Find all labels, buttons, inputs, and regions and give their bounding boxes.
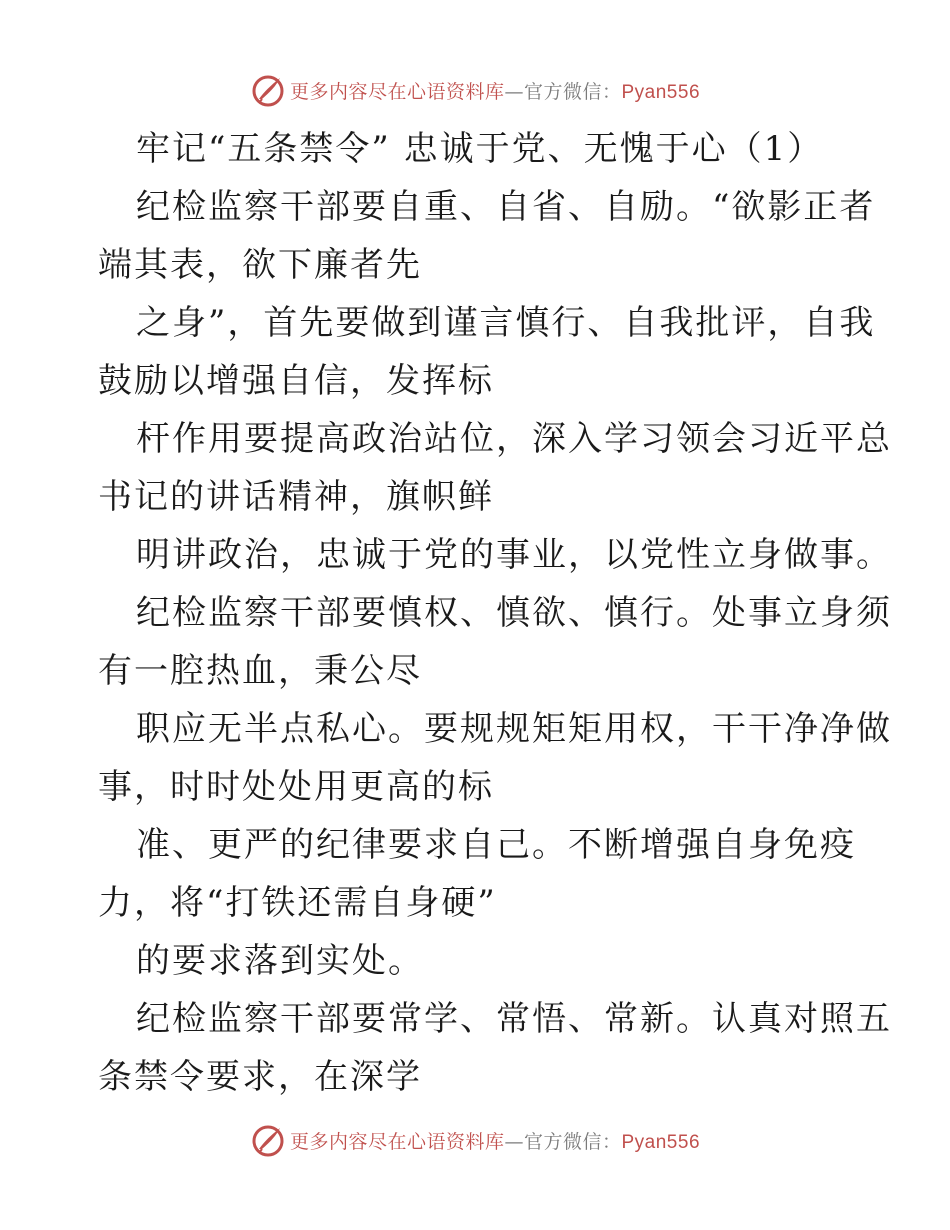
text-line: 的要求落到实处。 (136, 941, 424, 981)
text-line: 纪检监察干部要慎权、慎欲、慎行。处事立身须 (136, 593, 892, 633)
document-body (98, 120, 892, 1106)
quill-logo-icon (250, 1122, 286, 1158)
text-line: 条禁令要求，在深学 (98, 1057, 422, 1097)
document-title: 牢记“五条禁令” 忠诚于党、无愧于心（1） (136, 129, 824, 169)
text-line: 纪检监察干部要常学、常悟、常新。认真对照五 (136, 999, 892, 1039)
text-line: 有一腔热血，秉公尽 (98, 651, 422, 691)
paragraph-lines (98, 178, 892, 1106)
text-line: 杆作用要提高政治站位，深入学习领会习近平总 (136, 419, 892, 459)
text-line: 事，时时处处用更高的标 (98, 767, 494, 807)
banner-text: 更多内容尽在心语资料库—官方微信：Pyan556 (289, 80, 701, 103)
text-line: 书记的讲话精神，旗帜鲜 (98, 477, 494, 517)
text-line: 准、更严的纪律要求自己。不断增强自身免疫 (136, 825, 856, 865)
text-line: 力，将“打铁还需自身硬” (98, 883, 497, 923)
footer-banner (0, 1120, 950, 1160)
banner-text: 更多内容尽在心语资料库—官方微信：Pyan556 (289, 1130, 701, 1153)
text-line: 纪检监察干部要自重、自省、自励。“欲影正者 (136, 187, 876, 227)
text-line: 职应无半点私心。要规规矩矩用权，干干净净做 (136, 709, 892, 749)
text-line: 明讲政治，忠诚于党的事业，以党性立身做事。 (136, 535, 892, 575)
text-line: 之身”，首先要做到谨言慎行、自我批评，自我 (136, 303, 876, 343)
quill-logo-icon (250, 72, 286, 108)
header-banner (0, 70, 950, 110)
text-line: 端其表，欲下廉者先 (98, 245, 422, 285)
text-line: 鼓励以增强自信，发挥标 (98, 361, 494, 401)
